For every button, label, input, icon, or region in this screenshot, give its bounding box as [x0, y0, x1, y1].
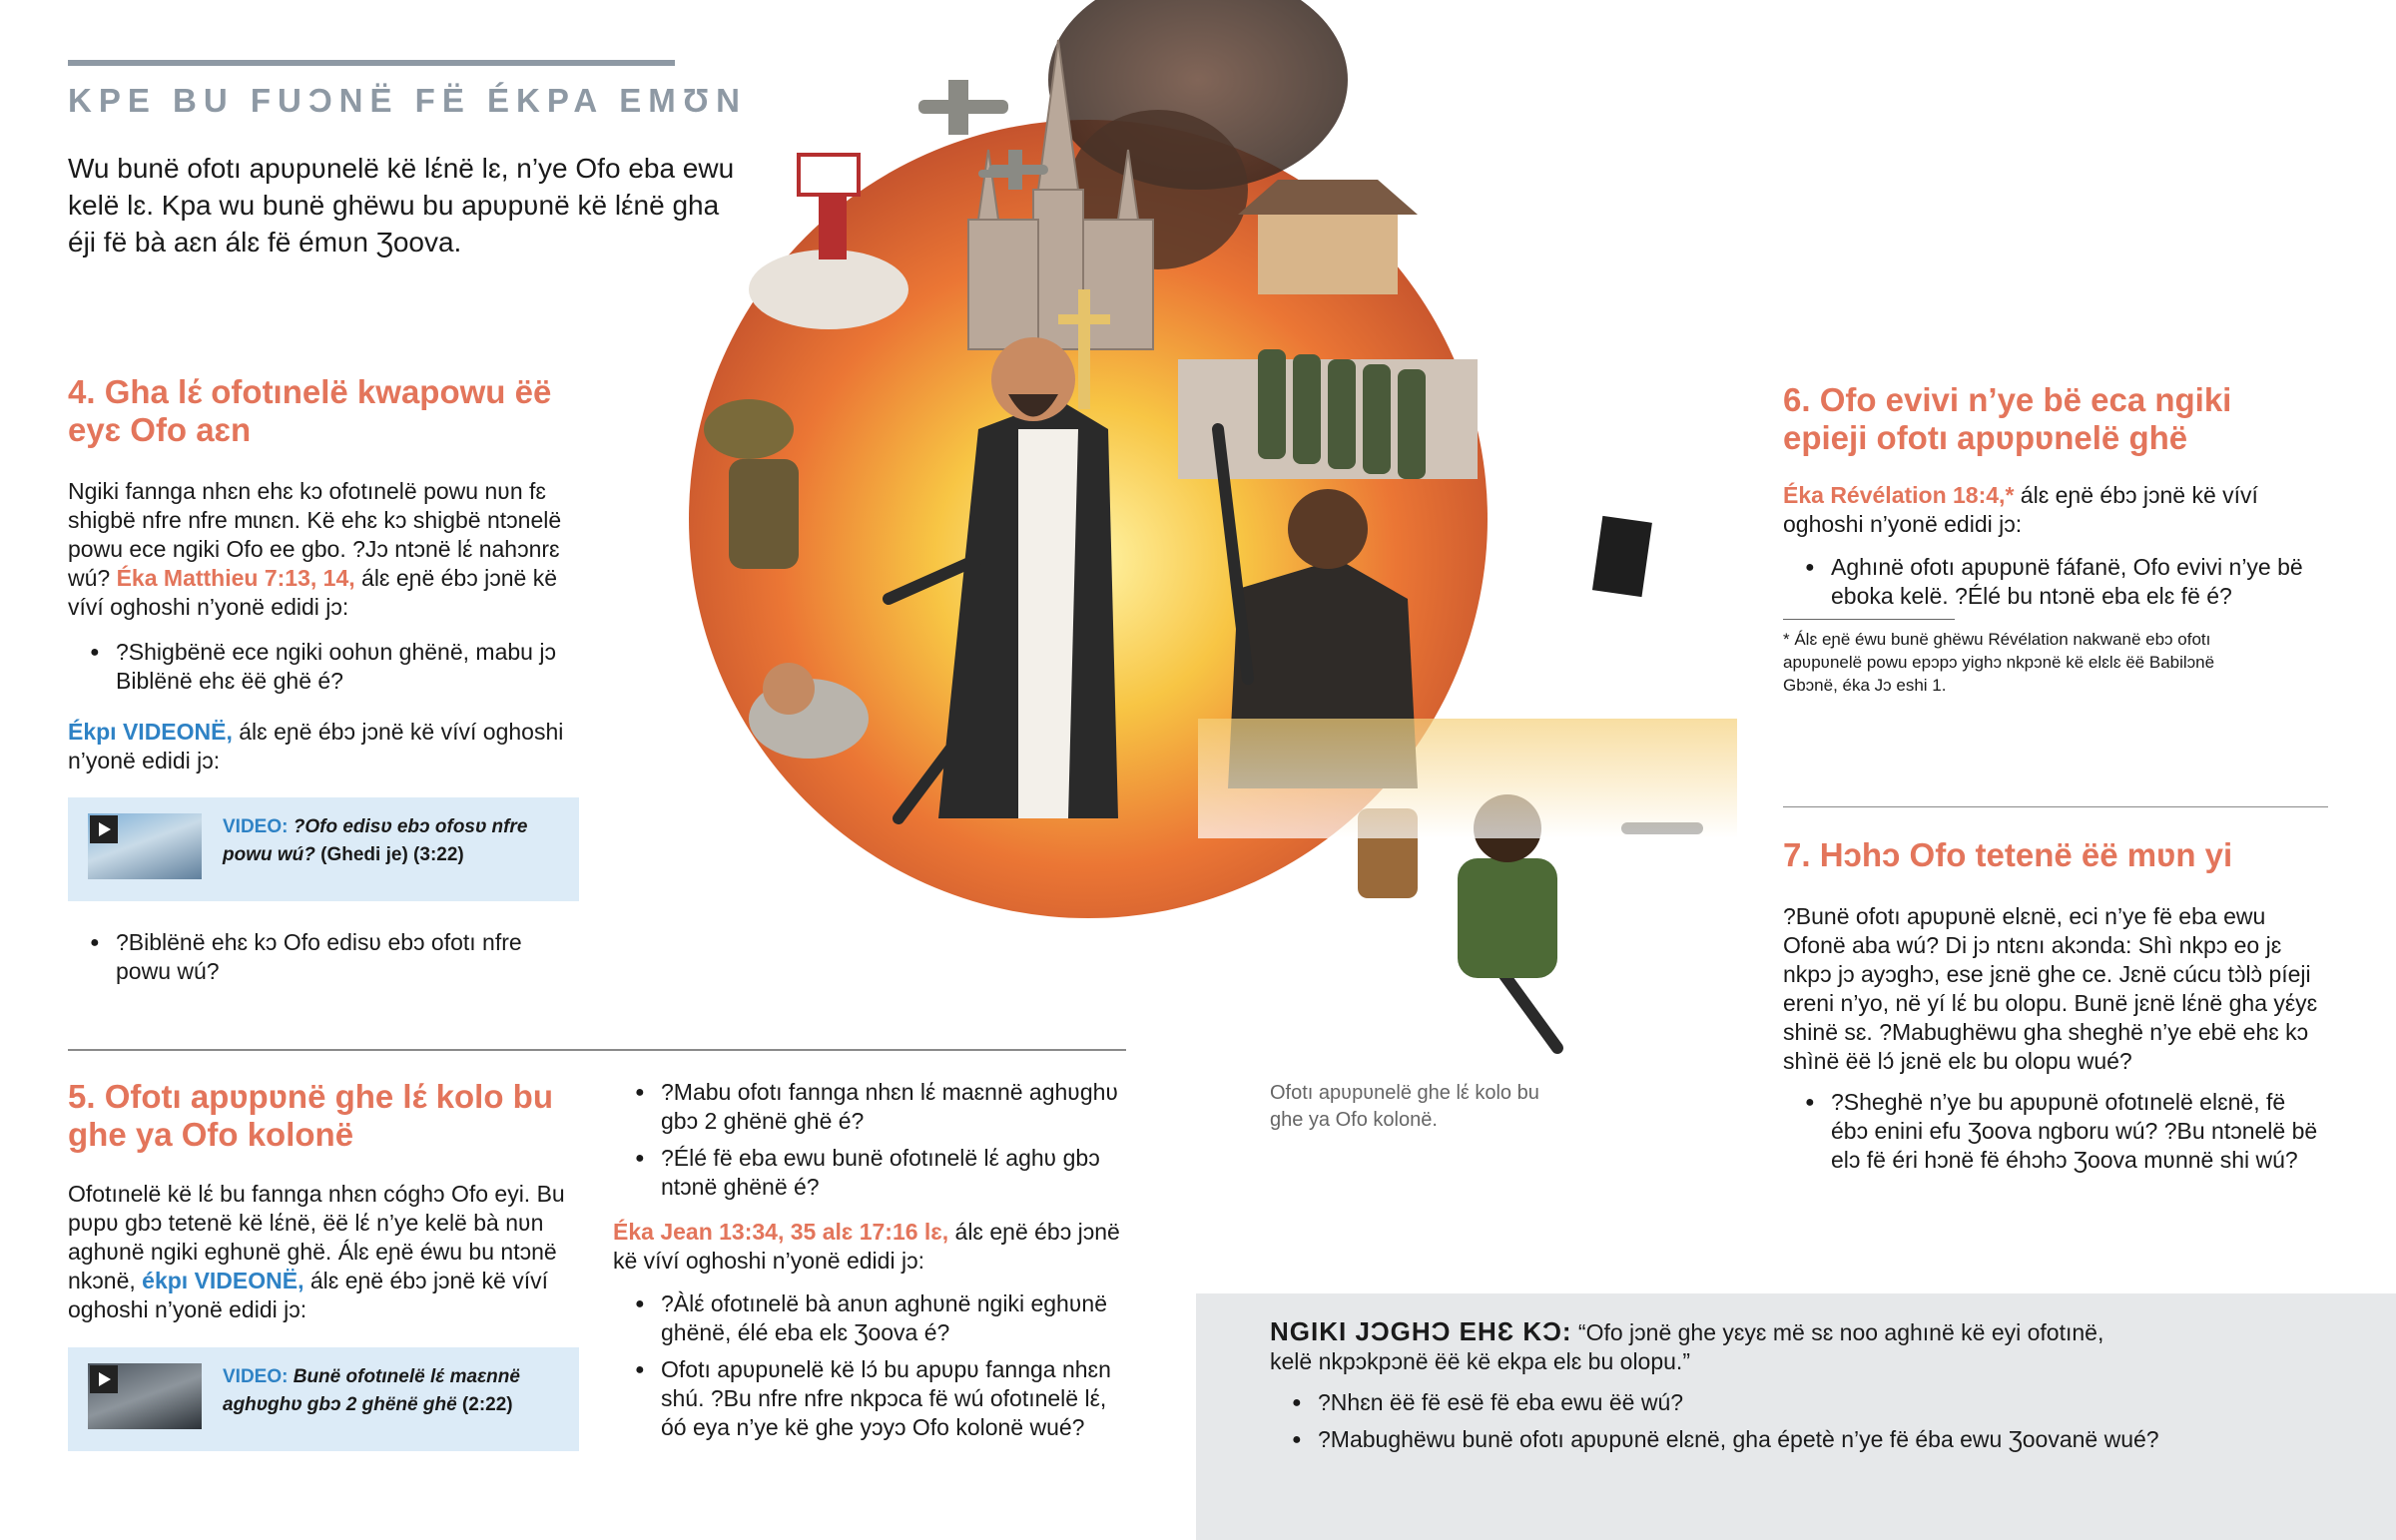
section-title: KPE BU FUƆNË FË ÉKPA EMƱN — [68, 82, 747, 119]
section-divider — [1783, 806, 2328, 807]
video-label: VIDEO: — [223, 1366, 289, 1387]
section-5-questions-b — [613, 1289, 1132, 1442]
section-5-heading: 5. Ofotı apʋpʋnë ghe lέ kolo bu ghe ya Ofo kolonë — [68, 1078, 553, 1153]
footnote-rule — [1783, 619, 1955, 620]
play-icon[interactable] — [90, 815, 118, 843]
play-icon[interactable] — [90, 1365, 118, 1393]
religious-conflict-illustration — [639, 0, 1747, 1058]
section-4-scripture-link[interactable]: Éka Matthieu 7:13, 14, — [116, 565, 355, 591]
section-6-heading: 6. Ofo evivi n’ye bë eca ngiki epieji ofotı apʋpʋnelë ghë — [1783, 381, 2232, 456]
section-5 — [68, 1078, 567, 1324]
question-item: ● ?Biblënë ehɛ kɔ Ofo edisʋ ebɔ ofotı nfre powu wú? — [116, 928, 575, 986]
section-4-questions-a — [68, 638, 567, 696]
question-item: ● ?Nhɛn ëë fë esë fë eba ewu ëë wú? — [1318, 1388, 2168, 1417]
discussion-content — [1270, 1317, 2168, 1462]
video-card-text — [223, 1363, 552, 1419]
section-5-column-2 — [613, 1078, 1132, 1450]
discussion-label: NGIKI JƆGHƆ EHƐ KƆ: — [1270, 1316, 1572, 1346]
section-top-rule — [68, 60, 675, 66]
section-4-paragraph: Ngiki fannga nhɛn ehɛ kɔ ofotınelë powu nʋn fɛ shigbë nfre nfre mɩnɛn. Kë ehɛ kɔ shigbë ntɔnelë powu ece ngiki Ofo ee gbo. ?Jɔ ntɔnë lέ nahɔnrɛ wú? — [68, 478, 562, 591]
section-4-paragraph-cont: álɛ eɲë ébɔ jɔnë kë víví oghoshi n’yonë edidi jɔ: — [68, 565, 557, 620]
video-label: VIDEO: — [223, 816, 289, 837]
question-item: ● ?Sheghë n’ye bu apʋpʋnë ofotınelë elɛnë, fë ébɔ enini efu Ʒoova ngboru wú? ?Bu ntɔnelë bë elɔ fë éri hɔnë fë éhɔhɔ Ʒoova mʋnnë shi wú? — [1831, 1088, 2328, 1175]
intro-paragraph: Wu bunë ofotı apʋpʋnelë kë lέnë lɛ, n’ye Ofo eba ewu kelë lɛ. Kpa wu bunë ghëwu bu apʋpʋnë kë lέnë gha éji fë bà aɛn álɛ fë émʋn Ʒoova. — [68, 153, 735, 257]
section-7-paragraph: ?Bunë ofotı apʋpʋnë elɛnë, eci n’ye fë eba ewu Ofonë aba wú? Di jɔ ntɛnı akɔnda: Shì nkpɔ eo jɛ nkpɔ jɔ ayɔghɔ, ese jɛnë ghe ce. Jɛnë cúcu tɔ̀lɔ̀ píeji ereni n’yo, në yí lέ bu olopu. Bunë jɛnë lέnë gha yέyɛ shinë sɛ. ?Mabughëwu gha sheghë n’ye ebë ehɛ kɔ shìnë ëë lɔ́ jɛnë elɛ bu olopu wué? — [1783, 903, 2318, 1074]
section-5-questions-a — [613, 1078, 1132, 1202]
section-divider — [68, 1049, 1126, 1051]
video-meta: (2:22) — [456, 1394, 513, 1415]
discussion-questions — [1270, 1388, 2168, 1454]
question-item: ● Ofotı apʋpʋnelë kë lɔ́ bu apʋpʋ fannga nhɛn shú. ?Bu nfre nfre nkpɔca fë wú ofotınelë lέ, óó eya n’ye kë ghe yɔyɔ Ofo kolonë wué? — [661, 1355, 1132, 1442]
section-5-video-link[interactable]: ékpı VIDEONË, — [135, 1268, 304, 1293]
section-7 — [1783, 836, 2328, 1183]
video-card-5[interactable] — [68, 1347, 579, 1451]
video-card-4[interactable] — [68, 797, 579, 901]
section-4-video-link[interactable]: Ékpı VIDEONË, — [68, 719, 233, 745]
section-7-heading: 7. Hɔhɔ Ofo tetenë ëë mʋn yi — [1783, 836, 2233, 873]
video-title: Bunë ofotınelë lέ maɛnnë aghʋghʋ gbɔ 2 ghënë ghë — [223, 1366, 520, 1415]
question-item: ● ?Mabughëwu bunë ofotı apʋpʋnë elɛnë, gha épetè n’ye fë éba ewu Ʒoovanë wué? — [1318, 1425, 2168, 1454]
section-4-questions-b — [68, 928, 575, 994]
question-item: ● ?Shigbënë ece ngiki oohʋn ghënë, mabu jɔ Biblënë ehɛ ëë ghë é? — [116, 638, 567, 696]
section-6-instruction: álɛ eɲë ébɔ jɔnë kë víví oghoshi n’yonë edidi jɔ: — [1783, 482, 2258, 537]
section-6-footnote: * Álɛ eɲë éwu bunë ghëwu Révélation nakwanë ebɔ ofotı apʋpʋnelë powu epɔpɔ yighɔ nkpɔnë kë elɛlɛ ëë Babilɔnë Gbɔnë, éka Jɔ eshi 1. — [1783, 630, 2215, 695]
video-title: ?Ofo edisʋ ebɔ ofosʋ nfre powu wú? — [223, 816, 528, 865]
section-5-instruction: álɛ eɲë ébɔ jɔnë kë víví oghoshi n’yonë edidi jɔ: — [613, 1219, 1120, 1274]
section-7-questions — [1783, 1088, 2328, 1175]
section-5-scripture-link[interactable]: Éka Jean 13:34, 35 alɛ 17:16 lɛ, — [613, 1219, 949, 1245]
question-item: ● ?Àlέ ofotınelë bà anʋn aghʋnë ngiki eghʋnë ghënë, élé eba elɛ Ʒoova é? — [661, 1289, 1132, 1347]
section-4-body — [68, 477, 567, 775]
illustration-caption: Ofotı apʋpʋnelë ghe lέ kolo bu ghe ya Ofo kolonë. — [1270, 1082, 1539, 1131]
video-thumbnail[interactable] — [88, 1363, 202, 1429]
section-5-paragraph: Ofotınelë kë lέ bu fannga nhɛn cóghɔ Ofo eyi. Bu pʋpʋ gbɔ tetenë kë lέnë, ëë lέ n’ye kelë bà nʋn aghʋnë ngiki eghʋnë ghë. Álɛ eɲë éwu bu ntɔnë nkɔnë, — [68, 1181, 565, 1293]
section-5-paragraph-cont: álɛ eɲë ébɔ jɔnë kë víví oghoshi n’yonë edidi jɔ: — [68, 1268, 548, 1322]
section-6-questions — [1783, 553, 2322, 611]
section-4-heading: 4. Gha lέ ofotınelë kwapowu ëë eyɛ Ofo aɛn — [68, 373, 552, 448]
question-item: ● ?Mabu ofotı fannga nhɛn lέ maɛnnë aghʋghʋ gbɔ 2 ghënë ghë é? — [661, 1078, 1132, 1136]
question-item: ● Aghınë ofotı apʋpʋnë fáfanë, Ofo evivi n’ye bë eboka kelë. ?Élé bu ntɔnë eba elɛ fë é? — [1831, 553, 2322, 611]
question-item: ● ?Élé fë eba ewu bunë ofotınelë lέ aghʋ gbɔ ntɔnë ghënë é? — [661, 1144, 1132, 1202]
video-card-text — [223, 813, 552, 869]
section-4-video-instruction: álɛ eɲë ébɔ jɔnë kë víví oghoshi n’yonë edidi jɔ: — [68, 719, 564, 773]
video-meta: (Ghedi je) (3:22) — [314, 844, 464, 865]
section-4 — [68, 373, 567, 449]
section-6 — [1783, 381, 2322, 697]
section-6-scripture-link[interactable]: Éka Révélation 18:4,* — [1783, 482, 2015, 508]
video-thumbnail[interactable] — [88, 813, 202, 879]
discussion-quote: “Ofo jɔnë ghe yɛyɛ më sɛ noo aghınë kë eyi ofotınë, kelë nkpɔkpɔnë ëë kë ekpa elɛ bu olopu.” — [1270, 1319, 2104, 1374]
